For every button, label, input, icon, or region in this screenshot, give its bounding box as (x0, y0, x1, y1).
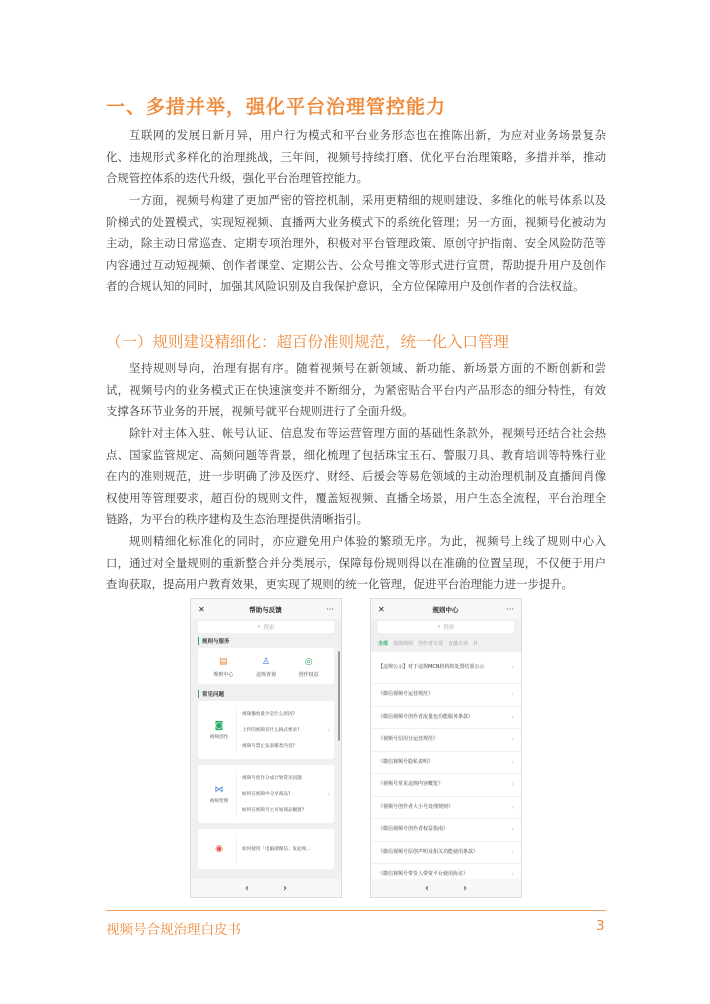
rule-item[interactable]: 《视频号创作者大小号处理规则》 › (371, 797, 521, 820)
faq-section-title: 常见问题 (198, 690, 334, 698)
faq-question[interactable]: 如何在视频号主页加商品橱窗? (242, 808, 305, 813)
rule-item[interactable]: 《视频号常见违规内容概览》 › (371, 774, 521, 797)
search-icon: ⌕ (257, 623, 261, 630)
search-placeholder: 搜索 (263, 625, 275, 631)
search-placeholder: 搜索 (443, 625, 455, 631)
rules-section-title: 规则与服务 (198, 637, 334, 645)
document-icon: ▤ (219, 656, 228, 667)
chevron-right-icon: › (511, 781, 514, 789)
bottom-nav (371, 879, 521, 897)
faq-question[interactable]: 视频号创作分成计划常见问题 (242, 776, 302, 781)
rule-item[interactable]: 《微信视频号原创声明及相关功能使用条款》 › (371, 842, 521, 865)
service-violation-query[interactable]: ♙ 违规查询 (255, 656, 276, 678)
more-icon[interactable]: ··· (506, 604, 514, 614)
forward-button[interactable]: › (283, 882, 287, 894)
service-creator-rights[interactable]: ◎ 创作权益 (298, 656, 319, 678)
chevron-right-icon: › (511, 691, 514, 699)
rule-item[interactable]: 《微信视频号创作者权益指南》 › (371, 819, 521, 842)
back-button[interactable]: ‹ (245, 882, 249, 894)
search-icon: ⌕ (437, 623, 441, 630)
chevron-right-icon: › (511, 736, 514, 744)
butterfly-icon: ⋈ (214, 784, 224, 795)
tab-creator[interactable]: 创作者专项 (418, 640, 444, 647)
category-tabs (371, 637, 521, 649)
faq-question[interactable]: 视频播放量少是什么原因? (242, 712, 295, 717)
forward-button[interactable]: › (463, 882, 467, 894)
faq-group-monetization: ⋈ 视频变现 视频号创作分成计划常见问题 如何在视频中分享商品? 如何在视频号主页加商品橱窗? › (198, 765, 334, 823)
close-icon[interactable]: ✕ (378, 604, 385, 614)
top-bar (371, 599, 521, 619)
tab-more[interactable]: 补 (473, 640, 479, 647)
scrollbar[interactable] (338, 651, 340, 741)
chevron-right-icon: › (511, 713, 514, 721)
service-rule-center[interactable]: ▤ 规则中心 (213, 656, 234, 678)
tab-live[interactable]: 直播专项 (448, 640, 469, 647)
back-button[interactable]: ‹ (425, 882, 429, 894)
tab-basic-rules[interactable]: 基础规则 (393, 640, 414, 647)
screen-title: 规则中心 (432, 605, 459, 614)
section-heading: 一、多措并举，强化平台治理管控能力 (106, 96, 447, 118)
chevron-right-icon: › (511, 803, 514, 811)
chevron-right-icon: › (511, 848, 514, 856)
tab-all[interactable]: 全部 (378, 640, 389, 647)
rule-list (371, 652, 521, 887)
paragraph-4: 除针对主体入驻、帐号认证、信息发布等运营管理方面的基础性条款外，视频号还结合社会热点、国家监管规定、高频问题等背景，细化梳理了包括珠宝玉石、警服刀具、教育培训等特殊行业在内的准则规范，进一步明确了涉及医疗、财经、后援会等易危领域的主动治理机制及直播间肖像权使用等管理要求，超百份的规则文件，覆盖短视频、直播全场景，用户生态全流程，平台治理全链路，为平台的秩序建构及生态治理提供清晰指引。 (106, 426, 606, 526)
bottom-nav (191, 879, 341, 897)
faq-question[interactable]: 视频号禁止发表哪类内容? (242, 744, 295, 749)
camera-icon: ◙ (214, 720, 224, 731)
faq-group-live (198, 829, 334, 869)
paragraph-5: 规则精细化标准化的同时，亦应避免用户体验的繁琐无序。为此，视频号上线了规则中心入口，通过对全量规则的重新整合并分类展示，保障每份规则得以在准确的位置呈现，不仅便于用户查询获取，提高用户教育效果，更实现了规则的统一化管理，促进平台治理能力进一步提升。 (106, 534, 606, 591)
more-icon[interactable]: ··· (326, 604, 334, 614)
chevron-right-icon: › (511, 664, 514, 671)
chevron-right-icon: › (327, 790, 330, 798)
rule-item[interactable]: 《微信视频号创作者流量包功能服务条款》 › (371, 707, 521, 730)
rule-item[interactable]: 《视频号信用分运营规范》 › (371, 729, 521, 752)
rule-item[interactable]: 《微信视频号带货人带资平台使用协议》 › (371, 864, 521, 887)
faq-question[interactable]: 如何在视频中分享商品? (242, 792, 291, 797)
rule-item[interactable]: 【违规公示】对于违规MCN机构的处置结果公示 › (371, 652, 521, 684)
chevron-right-icon: › (327, 726, 330, 734)
search-box[interactable] (198, 621, 334, 633)
shield-icon: ◎ (304, 656, 313, 667)
top-bar (191, 599, 341, 619)
faq-question[interactable]: 上传的视频有什么格式要求? (242, 728, 300, 733)
footer-divider (106, 910, 606, 911)
rule-item[interactable]: 《微信视频号运营规范》 › (371, 684, 521, 707)
subsection-heading: （一）规则建设精细化：超百份准则规范，统一化入口管理 (106, 333, 510, 351)
chevron-right-icon: › (511, 758, 514, 766)
faq-question[interactable]: 如何使用「电脑端微信」发起视... (242, 847, 311, 852)
search-box[interactable] (378, 621, 514, 633)
help-feedback-screenshot (190, 598, 342, 898)
rule-center-screenshot (370, 598, 522, 898)
chevron-right-icon: › (511, 826, 514, 834)
screen-title: 帮助与反馈 (249, 605, 282, 614)
paragraph-1: 互联网的发展日新月异，用户行为模式和平台业务形态也在推陈出新，为应对业务场景复杂化、违规形式多样化的治理挑战，三年间，视频号持续打磨、优化平台治理策略，多措并举，推动合规管控体系的迭代升级，强化平台治理管控能力。 (106, 128, 606, 185)
faq-group-creation: ◙ 视频创作 视频播放量少是什么原因? 上传的视频有什么格式要求? 视频号禁止发表哪类内容? › (198, 701, 334, 759)
paragraph-2: 一方面，视频号构建了更加严密的管控机制，采用更精细的规则建设、多维化的帐号体系以及阶梯式的处置模式，实现短视频、直播两大业务模式下的系统化管理；另一方面，视频号化被动为主动，除主动日常巡查、定期专项治理外，积极对平台管理政策、原创守护指南、安全风险防范等内容通过互动短视频、创作者课堂、定期公告、公众号推文等形式进行宣贯，帮助提升用户及创作者的合规认知的同时，加强其风险识别及自我保护意识，全方位保障用户及创作者的合法权益。 (106, 193, 606, 293)
user-icon: ♙ (261, 656, 270, 667)
page-number: 3 (596, 918, 605, 934)
close-icon[interactable]: ✕ (198, 604, 205, 614)
services-card (198, 648, 334, 684)
paragraph-3: 坚持规则导向，治理有据有序。随着视频号在新领域、新功能、新场景方面的不断创新和尝试，视频号内的业务模式正在快速演变并不断细分，为紧密贴合平台内产品形态的细分特性，有效支撑各环节业务的开展，视频号就平台规则进行了全面升级。 (106, 361, 606, 418)
footer-title: 视频号合规治理白皮书 (106, 922, 241, 938)
chevron-right-icon: › (511, 871, 514, 879)
record-icon: ◉ (215, 844, 223, 854)
rule-item[interactable]: 《微信视频号隐私说明》 › (371, 752, 521, 775)
